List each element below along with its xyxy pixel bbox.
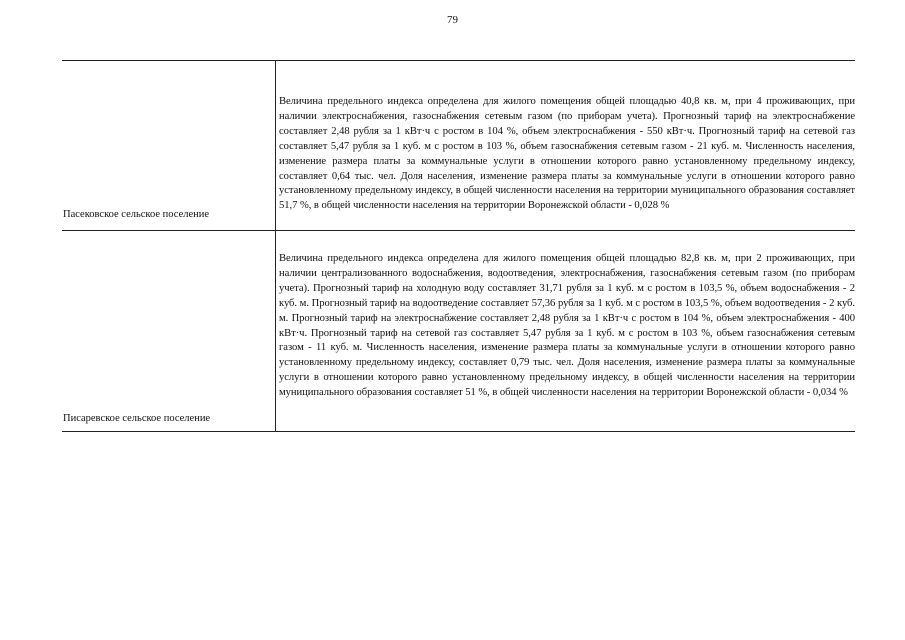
settlement-name: Писаревское сельское поселение: [63, 413, 211, 424]
row-divider: [62, 230, 855, 231]
settlement-name: Пасековское сельское поселение: [63, 209, 210, 220]
table-top-border: [62, 60, 855, 61]
column-divider: [275, 60, 276, 432]
settlement-description: Величина предельного индекса определена для жилого помещения общей площадью 82,8 кв. м, при 2 проживающих, при наличии централизованного водоснабжения, водоотведения, электроснабжения, газоснабжения сетевым газом (по приборам учета). Прогнозный тариф на холодную воду составляет 31,71 рубля за 1 куб. м с ростом в 103,5 %, объем водоснабжения - 2 куб. м. Прогнозный тариф на водоотведение составляет 57,36 рубля за 1 куб. м с ростом в 103,5 %, объем водоотведения - 2 куб. м. Прогнозный тариф на электроснабжение составляет 2,48 рубля за 1 кВт·ч с ростом в 104 %, объем электроснабжения - 400 кВт·ч. Прогнозный тариф на сетевой газ составляет 5,47 рубля за 1 куб. м с ростом в 103 %, объем газоснабжения сетевым газом - 11 куб. м. Численность населения, изменение размера платы за коммунальные услуги в отношении которого равно установленному предельному индексу, составляет 0,79 тыс. чел. Доля населения, изменение размера платы за коммунальные услуги в отношении которого равно установленному предельному индексу, в общей численности населения на территории муниципального образования составляет 51 %, в общей численности населения на территории Воронежской области - 0,034 %: [279, 253, 855, 399]
table-bottom-border: [62, 431, 855, 432]
page-number: 79: [447, 14, 458, 26]
settlement-description: Величина предельного индекса определена для жилого помещения общей площадью 40,8 кв. м, при 4 проживающих, при наличии электроснабжения, газоснабжения сетевым газом (по приборам учета). Прогнозный тариф на электроснабжение составляет 2,48 рубля за 1 кВт·ч с ростом в 104 %, объем электроснабжения - 550 кВт·ч. Прогнозный тариф на сетевой газ составляет 5,47 рубля за 1 куб. м с ростом в 103 %, объем газоснабжения сетевым газом - 21 куб. м. Численность населения, изменение размера платы за коммунальные услуги в отношении которого равно установленному предельному индексу, составляет 0,64 тыс. чел. Доля населения, изменение размера платы за коммунальные услуги в отношении которого равно установленному предельному индексу, в общей численности населения на территории муниципального образования составляет 51,7 %, в общей численности населения на территории Воронежской области - 0,028 %: [279, 96, 855, 212]
